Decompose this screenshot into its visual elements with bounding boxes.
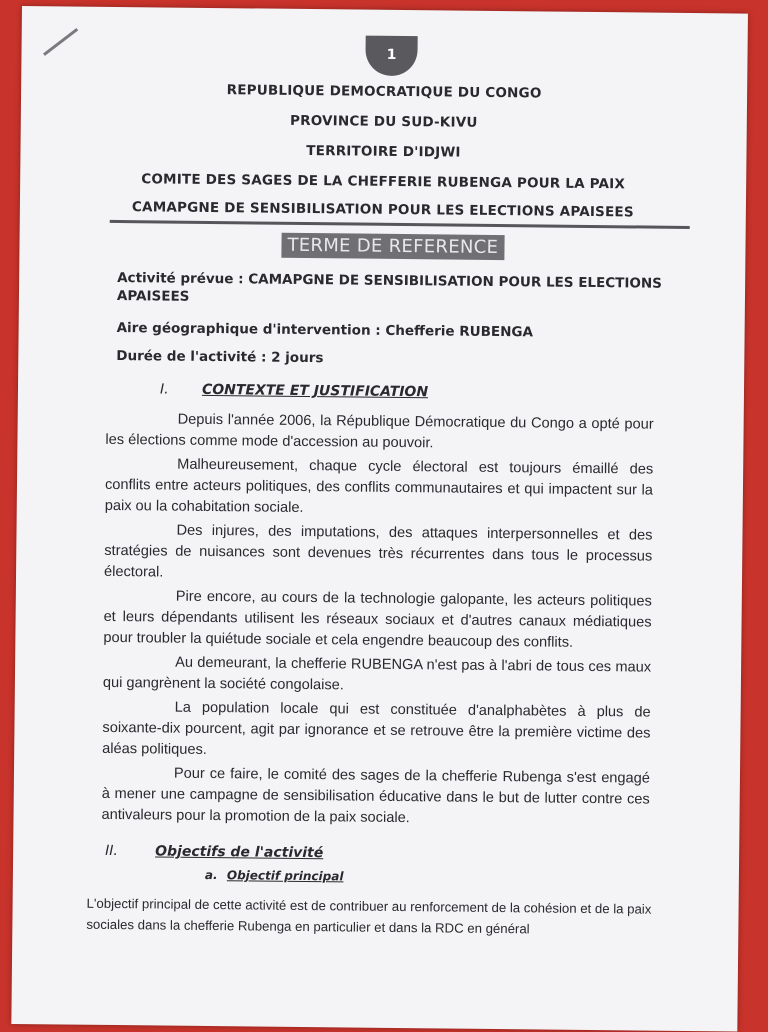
section-heading-context [160,381,428,400]
subsection-heading [205,868,344,883]
subsection-title: Objectif principal [226,868,344,884]
planned-activity: Activité prévue : CAMAPGNE DE SENSIBILISATION POUR LES ELECTIONS APAISEES [116,270,663,305]
intervention-area: Aire géographique d'intervention : Chefferie RUBENGA [116,320,534,341]
paragraph: La population locale qui est constituée d'analphabètes à plus de soixante-dix pourcent, agit par ignorance et se retrouve être la première victime des aléas politiques. [102,699,651,758]
section-title: Objectifs de l'activité [155,843,324,862]
page-number-badge: 1 [365,36,417,77]
activity-duration: Durée de l'activité : 2 jours [116,348,324,367]
section-number: II. [105,842,118,860]
document-title: TERME DE REFERENCE [281,233,504,260]
document-page [11,6,748,1032]
subsection-number: a. [204,867,218,883]
section-title: CONTEXTE ET JUSTIFICATION [201,381,429,401]
paragraph: Au demeurant, la chefferie RUBENGA n'est pas à l'abri de tous ces maux qui gangrènent la société congolaise. [102,654,652,694]
section-number: I. [159,381,169,398]
header-territory: TERRITOIRE D'IDJWI [306,142,461,161]
header-divider [110,220,690,229]
paragraph: Pire encore, au cours de la technologie galopante, les acteurs politiques et leurs dépendants utilisent les réseaux sociaux et d'autres canaux médiatiques pour troubler la quiétude sociale et cela engendre beaucoup des conflits. [103,588,652,651]
header-committee: COMITE DES SAGES DE LA CHEFFERIE RUBENGA POUR LA PAIX [141,171,626,193]
context-body [101,409,653,835]
paragraph: Malheureusement, chaque cycle électoral est toujours émaillé des conflits entre acteurs politiques, des conflits communautaires et qui impactent sur la paix ou la cohabitation sociale. [104,456,654,516]
paragraph: Depuis l'année 2006, la République Démocratique du Congo a opté pour les élections comme mode d'accession au pouvoir. [105,411,654,452]
header-campaign: CAMAPGNE DE SENSIBILISATION POUR LES ELECTIONS APAISEES [131,199,634,221]
main-objective-text: L'objectif principal de cette activité est de contribuer au renforcement de la cohésion et de la paix sociales dans la chefferie Rubenga en particulier et dans la RDC en général [86,895,652,937]
paragraph: Pour ce faire, le comité des sages de la chefferie Rubenga s'est engagé à mener une campagne de sensibilisation éducative dans le but de lutter contre ces antivaleurs pour la promotion de la paix sociale. [101,765,651,827]
pen-mark [43,28,78,56]
paragraph: Des injures, des imputations, des attaques interpersonnelles et des stratégies de nuisances sont devenues très récurrentes dans tous le processus électoral. [103,522,653,581]
header-country: REPUBLIQUE DEMOCRATIQUE DU CONGO [226,82,542,102]
section-heading-objectives [105,843,323,861]
header-province: PROVINCE DU SUD-KIVU [289,112,478,131]
